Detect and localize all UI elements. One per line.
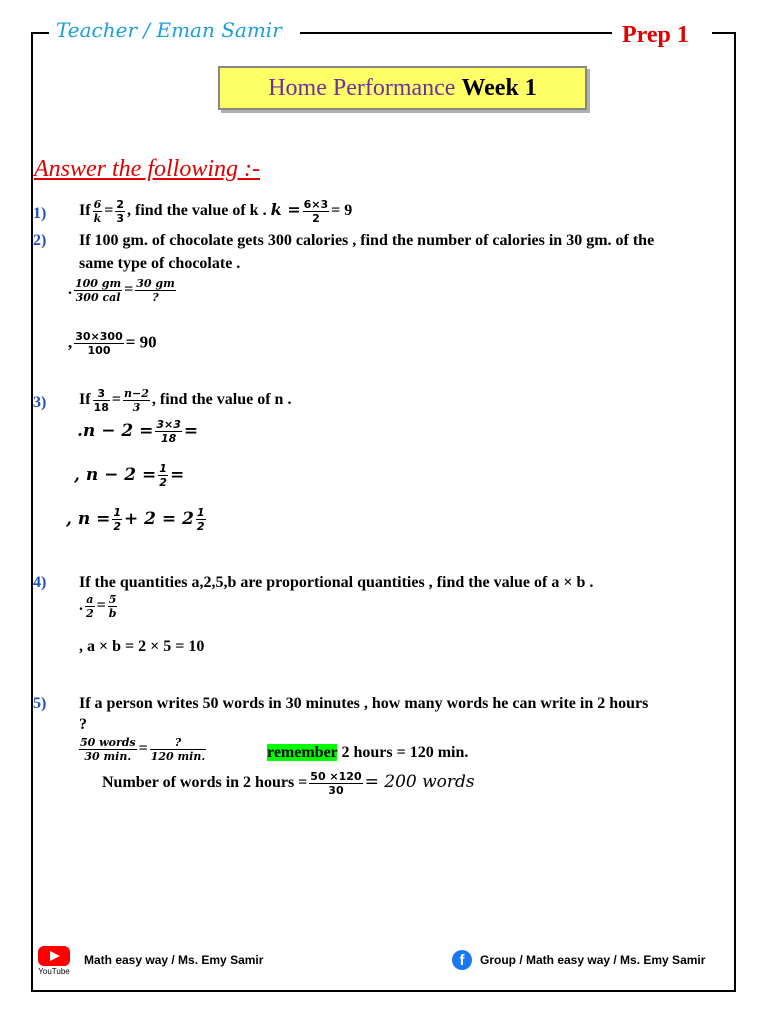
- q1-fraction-3: [303, 198, 330, 225]
- question-2-number: 2): [33, 232, 47, 249]
- q3-fraction-2: [123, 387, 150, 414]
- frac-num: 6×3: [303, 198, 329, 211]
- facebook-icon[interactable]: f: [452, 950, 472, 970]
- q3-step-1: [77, 418, 198, 445]
- q2-step-2: [68, 330, 157, 357]
- q3-s1-lhs: .n − 2 =: [77, 421, 154, 441]
- frac-den: 2: [113, 520, 122, 533]
- frac-num: n−2: [124, 387, 149, 400]
- q3-fraction-6: [196, 506, 206, 533]
- frac-den: 2: [159, 476, 167, 489]
- q1-equals: =: [104, 202, 114, 220]
- q2-s2-prefix: ,: [68, 332, 73, 352]
- q3-s1-tail: =: [183, 421, 199, 441]
- q1-fraction-1: [93, 198, 103, 225]
- question-4-number: 4): [33, 574, 47, 591]
- q4-equals: =: [96, 597, 106, 615]
- q2-step-1: [68, 277, 178, 304]
- q3-s2-lhs: , n − 2 =: [74, 465, 157, 485]
- youtube-label: YouTube: [38, 967, 70, 976]
- footer-facebook-group[interactable]: Group / Math easy way / Ms. Emy Samir: [480, 953, 706, 967]
- q2-s1-prefix: .: [68, 281, 72, 299]
- q3-fraction-1: [93, 387, 110, 414]
- frac-den: 2: [86, 607, 94, 620]
- q5-final-result: = 200 words: [364, 772, 475, 793]
- frac-den: k: [93, 212, 102, 225]
- page-title: [218, 66, 587, 110]
- question-4: If the quantities a,2,5,b are proportional quantities , find the value of a × b .: [79, 574, 594, 591]
- frac-num: 6: [93, 198, 102, 211]
- question-5-line1: If a person writes 50 words in 30 minutes , how many words he can write in 2 hours: [79, 695, 649, 712]
- title-part2: Week 1: [461, 75, 537, 101]
- q3-step-3: [66, 506, 208, 533]
- frac-den: 120 min.: [150, 750, 206, 763]
- frac-den: 30: [309, 783, 362, 797]
- youtube-play-icon: [38, 946, 70, 966]
- q2-fraction-1: [74, 277, 122, 304]
- question-1: [79, 198, 352, 225]
- question-5-line2: ?: [79, 716, 87, 733]
- q1-fraction-2: [115, 198, 125, 225]
- frac-den: 30 min.: [79, 749, 137, 763]
- frac-den: 100: [74, 343, 124, 357]
- frac-den: 2: [196, 520, 205, 533]
- frac-num: 30 gm: [136, 277, 175, 290]
- frac-num: a: [86, 593, 94, 606]
- title-part1: Home Performance: [268, 75, 456, 101]
- q5-remember-note: [267, 744, 468, 762]
- frac-den: ?: [135, 290, 175, 304]
- q5-equals: =: [138, 740, 148, 758]
- frac-den: 300 cal: [75, 291, 121, 304]
- frac-num: ?: [174, 736, 182, 749]
- footer-youtube-channel[interactable]: Math easy way / Ms. Emy Samir: [84, 953, 264, 967]
- frac-num: 50 words: [80, 736, 136, 749]
- frac-num: 3×3: [156, 418, 181, 431]
- q4-s1-prefix: .: [79, 597, 83, 615]
- q5-final-lhs: Number of words in 2 hours =: [102, 774, 308, 792]
- q1-text: , find the value of k .: [127, 202, 267, 220]
- q5-step-1: [77, 736, 208, 763]
- q3-step-2: [74, 462, 184, 489]
- question-1-number: 1): [33, 205, 47, 222]
- q3-equals: =: [111, 391, 121, 409]
- teacher-name: Teacher / Eman Samir: [56, 18, 282, 42]
- frac-num: 1: [113, 506, 122, 519]
- q3-text: , find the value of n .: [151, 391, 292, 409]
- frac-den: b: [108, 607, 117, 620]
- q4-fraction-1: [85, 593, 95, 620]
- q3-s2-tail: =: [169, 465, 185, 485]
- q1-k: k =: [270, 200, 301, 220]
- frac-num: 3: [97, 387, 106, 400]
- frac-num: 50 ×120: [310, 770, 362, 783]
- question-3: [79, 387, 291, 414]
- q5-final-step: [102, 770, 475, 797]
- question-2-line2: same type of chocolate .: [79, 255, 241, 272]
- header-rule-middle: [300, 32, 612, 34]
- question-5-number: 5): [33, 695, 47, 712]
- frac-den: 3: [116, 212, 124, 225]
- youtube-logo[interactable]: [38, 946, 70, 976]
- frac-den: 18: [155, 431, 182, 445]
- frac-num: 1: [196, 506, 205, 519]
- q4-step-2: , a × b = 2 × 5 = 10: [79, 638, 205, 655]
- frac-den: 18: [93, 401, 109, 414]
- question-2-line1: If 100 gm. of chocolate gets 300 calories , find the number of calories in 30 gm. of the: [79, 232, 655, 249]
- remember-highlight: remember: [267, 744, 338, 761]
- frac-num: 5: [108, 593, 117, 606]
- grade-label: Prep 1: [622, 22, 689, 48]
- frac-num: 2: [116, 198, 124, 211]
- header-rule-left: [31, 32, 49, 34]
- question-3-number: 3): [33, 394, 47, 411]
- frac-num: 1: [159, 462, 167, 475]
- q2-equals: =: [124, 281, 134, 299]
- q3-fraction-5: [112, 506, 122, 533]
- q5-fraction-1: [79, 736, 137, 763]
- frac-num: 100 gm: [75, 277, 122, 290]
- header-rule-right: [712, 32, 736, 34]
- q3-fraction-4: [158, 462, 168, 489]
- q3-s3-mid: + 2 = 2: [124, 509, 194, 529]
- remember-text: 2 hours = 120 min.: [341, 744, 469, 761]
- q1-if: If: [79, 202, 91, 220]
- q2-fraction-3: [74, 330, 124, 357]
- section-heading: Answer the following :-: [34, 156, 260, 182]
- q4-fraction-2: [108, 593, 118, 620]
- q5-fraction-3: [309, 770, 362, 797]
- q3-if: If: [79, 391, 91, 409]
- frac-den: 3: [123, 400, 150, 414]
- q1-result: = 9: [331, 202, 353, 220]
- q5-fraction-2: [150, 736, 206, 763]
- frac-num: 30×300: [75, 330, 123, 343]
- q2-result: = 90: [125, 332, 157, 352]
- q3-s3-lhs: , n =: [66, 509, 111, 529]
- frac-den: 2: [303, 211, 330, 225]
- q2-fraction-2: [135, 277, 175, 304]
- q4-step-1: [79, 593, 119, 620]
- q3-fraction-3: [155, 418, 182, 445]
